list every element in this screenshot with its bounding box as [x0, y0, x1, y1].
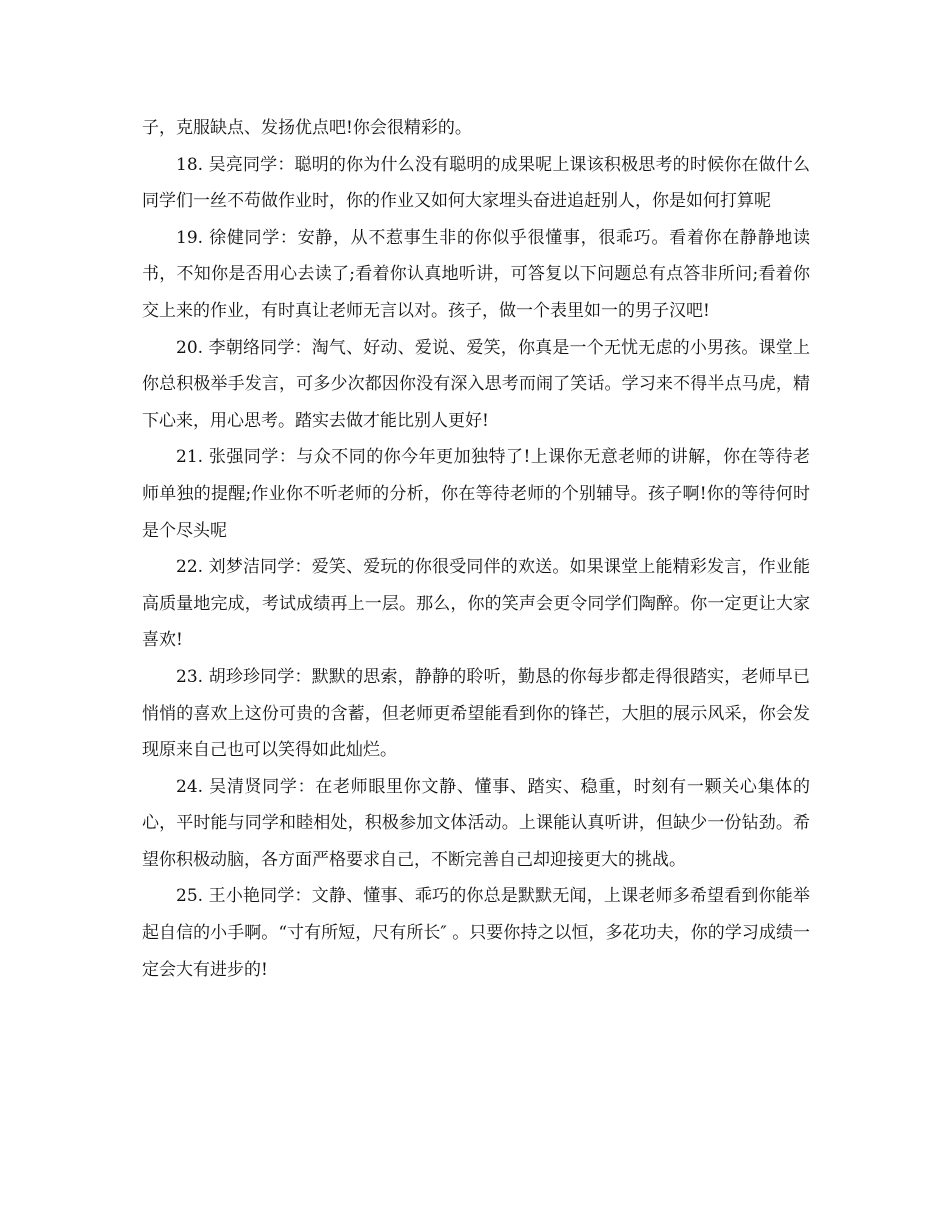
- document-page: [142, 110, 810, 988]
- paragraph-comment-25: 25. 王小艳同学：文静、懂事、乖巧的你总是默默无闻，上课老师多希望看到你能举起自信的小手啊。“寸有所短，尺有所长″ 。只要你持之以恒，多花功夫，你的学习成绩一定会大有进步的!: [142, 886, 810, 980]
- paragraph-comment-20: 20. 李朝络同学：淘气、好动、爱说、爱笑，你真是一个无忧无虑的小男孩。课堂上你总积极举手发言，可多少次都因你没有深入思考而闹了笑话。学习来不得半点马虎，精下心来，用心思考。踏实去做才能比别人更好!: [142, 337, 810, 431]
- paragraph-comment-18: 18. 吴亮同学：聪明的你为什么没有聪明的成果呢上课该积极思考的时候你在做什么同学们一丝不苟做作业时，你的作业又如何大家埋头奋进追赶别人，你是如何打算呢: [142, 154, 810, 212]
- paragraph-comment-22: 22. 刘梦洁同学：爱笑、爱玩的你很受同伴的欢送。如果课堂上能精彩发言，作业能高质量地完成，考试成绩再上一层。那么，你的笑声会更令同学们陶醉。你一定更让大家喜欢!: [142, 557, 810, 651]
- paragraph-comment-21: 21. 张强同学：与众不同的你今年更加独特了!上课你无意老师的讲解，你在等待老师单独的提醒;作业你不听老师的分析，你在等待老师的个别辅导。孩子啊!你的等待何时是个尽头呢: [142, 447, 810, 541]
- paragraph-continuation: 子，克服缺点、发扬优点吧!你会很精彩的。: [142, 118, 472, 138]
- paragraph-comment-24: 24. 吴清贤同学：在老师眼里你文静、懂事、踏实、稳重，时刻有一颗关心集体的心，平时能与同学和睦相处，积极参加文体活动。上课能认真听讲，但缺少一份钻劲。希望你积极动脑，各方面严格要求自己，不断完善自己却迎接更大的挑战。: [142, 776, 810, 870]
- paragraph-comment-19: 19. 徐健同学：安静，从不惹事生非的你似乎很懂事，很乖巧。看着你在静静地读书，不知你是否用心去读了;看着你认真地听讲，可答复以下问题总有点答非所问;看着你交上来的作业，有时真让老师无言以对。孩子，做一个表里如一的男子汉吧!: [142, 227, 810, 321]
- paragraph-comment-23: 23. 胡珍珍同学：默默的思索，静静的聆听，勤恳的你每步都走得很踏实，老师早已悄悄的喜欢上这份可贵的含蓄，但老师更希望能看到你的锋芒，大胆的展示风采，你会发现原来自己也可以笑得如此灿烂。: [142, 666, 810, 761]
